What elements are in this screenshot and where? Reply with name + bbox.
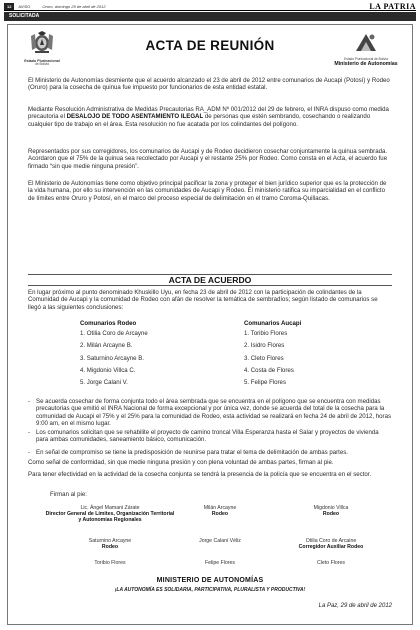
signatory-name: Lic. Ángel Mamani Zárate	[80, 505, 140, 511]
list-item: 2. Isidro Flores	[244, 342, 285, 350]
ministry-logo	[334, 32, 398, 67]
signatory-name: Migdonio Villca	[313, 505, 349, 511]
agreement-point-2	[28, 429, 392, 444]
page-title: ACTA DE REUNIÓN	[145, 38, 275, 53]
signature-block	[266, 538, 396, 550]
agreement-point-3	[28, 449, 392, 456]
agreement-point-1	[28, 398, 392, 427]
agreement-point-2-text: Los comunarios solicitan que se rehabilite el proyecto de camino troncal Villa Esperanza hasta el Salar y proyectos de vivienda para ambas comunidades, saneamiento básico, comunicación.	[36, 429, 379, 444]
left-logo-caption-2: de Bolivia	[35, 62, 49, 66]
section-banner: SOLICITADA	[4, 12, 416, 21]
edition-date: Oruro, domingo 29 de abril de 2012	[42, 3, 106, 9]
ministry-motto: ¡LA AUTONOMÍA ES SOLIDARIA, PARTICIPATIVA, PLURALISTA Y PRODUCTIVA!	[114, 587, 306, 593]
rodeo-list-header: Comunarios Rodeo	[80, 320, 137, 327]
signatory-name: Felipe Flores	[205, 560, 235, 566]
ministry-emblem-icon	[353, 32, 379, 52]
signatory-name: Cleto Flores	[317, 560, 345, 566]
newspaper-brand: LA PATRIA	[369, 1, 416, 11]
state-coat-of-arms-logo	[22, 30, 62, 67]
right-logo-caption-2: Ministerio de Autonomías	[334, 61, 398, 67]
section-subtitle: ACTA DE ACUERDO	[28, 274, 392, 286]
intro-paragraph-4: El Ministerio de Autonomías tiene como objetivo principal pacificar la zona y proteger el bien jurídico superior que es la protección de la vida humana, por ello su intervención en las comunidades de Aucapi y Rodeo. El ministerio ratifica su imparcialidad en el conflicto de límites entre Oruro y Potosí, en el marco del proceso especial de delimitación en el tramo Coroma-Quillacas.	[28, 180, 387, 202]
intro-paragraph-2-text-a: Mediante Resolución Administrativa de Medidas Precautorias RA_ADM Nº 001/2012 del 29 de febrero, el INRA dispuso como medida precautoria el	[28, 106, 389, 121]
aucapi-list-header: Comunarios Aucapi	[244, 320, 302, 327]
signatory-name: Otilia Coro de Arcaine	[305, 538, 357, 544]
page-number: 12	[4, 3, 14, 10]
list-item: 4. Costa de Flores	[244, 366, 294, 374]
intro-paragraph-3: Representados por sus corregidores, los comunarios de Aucapi y de Rodeo decidieron cosechar conjuntamente la quinua sembrada. Acordaron que el 75% de la quinua sea recolectado por Aucapi y el restante 25% por Rodeo. Como consta en el Acta, el acuerdo fue firmado “sin que medie ninguna presión”.	[28, 148, 388, 170]
list-item: 2. Milán Arcayne B.	[80, 342, 133, 350]
bullet-dash: -	[28, 449, 31, 456]
signatory-name: Saturnino Arcayne	[88, 538, 132, 544]
left-logo-caption-1: Estado Plurinacional	[24, 59, 60, 63]
signatory-role: Corregidor Auxiliar Rodeo	[298, 544, 364, 551]
bullet-dash: -	[28, 398, 31, 405]
signatory-name: Milán Arcayne	[203, 505, 237, 511]
signatory-name: Toribio Flores	[94, 560, 126, 566]
signature-block	[266, 505, 396, 517]
intro-paragraph-2-emphasis: DESALOJO DE TODO ASENTAMIENTO ILEGAL	[66, 113, 204, 121]
aucapi-list	[244, 320, 374, 391]
comunarios-lists	[80, 320, 380, 390]
list-item: 5. Jorge Calani V.	[80, 379, 128, 387]
agreement-point-1-text: Se acuerda cosechar de forma conjunta todo el área sembrada que se encuentra en el polígono que se encuentra con medidas precautorias que emitió el INRA Nacional de forma excepcional y por única vez, donde se acuerda del total de la cosecha para la comunidad de Aucapi el 75% y el 25% para la comunidad de Rodeo, esta actividad se realizará en fecha 24 de abril de 2012, horas 9:00 am, en el mismo lugar.	[36, 398, 392, 427]
acta-intro-paragraph: En lugar próximo al punto denominado Khuskillo Uyu, en fecha 23 de abril de 2012 con la participación de colindantes de la Comunidad de Aucapi y la comunidad de Rodeo con afán de resolver la temática de sembradíos; según listado de comunarios se llegó a las siguientes conclusiones:	[28, 289, 378, 311]
list-item: 1. Toribio Flores	[244, 330, 288, 337]
intro-paragraph-1: El Ministerio de Autonomías desmiente que el acuerdo alcanzado el 23 de abril de 2012 entre comunarios de Aucapi (Potosí) y Rodeo (Oruro) para la cosecha de quinua fue impuesto por funcionarios de esta entidad estatal.	[28, 77, 390, 92]
signatory-name: Jorge Calani Véliz	[199, 538, 241, 544]
conformity-paragraph: Como señal de conformidad, sin que medie ninguna presión y con plena voluntad de ambas partes, firman al pie.	[28, 459, 334, 466]
intro-paragraph-2-text-c: de personas que estén sembrando, cosechando o realizando cualquier tipo de trabajo en el área. Esta resolución no fue acatada por los colindantes del polígono.	[28, 113, 371, 128]
list-item: 3. Cleto Flores	[244, 354, 284, 362]
section-label: AVISO	[18, 3, 31, 9]
bullet-dash: -	[28, 429, 31, 436]
list-item: 5. Felipe Flores	[244, 379, 286, 387]
police-paragraph: Para tener efectividad en la actividad de la cosecha conjunta se tendrá la presencia de la policía que se encuentra en el sector.	[28, 471, 372, 478]
ministry-name: MINISTERIO DE AUTONOMÍAS	[156, 577, 264, 584]
signatory-role: Rodeo	[211, 511, 229, 518]
list-item: 3. Saturnino Arcayne B.	[80, 354, 145, 362]
signature-block	[266, 560, 396, 566]
agreement-point-3-text: En señal de compromiso se tiene la predisposición de reunirse para tratar el tema de delimitación de ambas partes.	[36, 449, 348, 456]
signatures-intro: Firman al pie:	[50, 491, 87, 498]
signatory-role: Rodeo	[322, 511, 340, 518]
list-item: 4. Migdonio Villca C.	[80, 366, 136, 374]
right-logo-caption-1: Estado Plurinacional de Bolivia	[344, 57, 388, 61]
list-item: 1. Otilia Coro de Arcayne	[80, 330, 148, 337]
coat-of-arms-icon	[29, 30, 55, 54]
rodeo-list	[80, 320, 230, 391]
newspaper-top-bar	[4, 2, 416, 11]
intro-paragraph-2	[28, 106, 392, 128]
signatory-role: Director General de Límites, Organización Territorial y Autonomías Regionales	[45, 511, 175, 524]
place-and-date: La Paz, 29 de abril de 2012	[318, 603, 392, 609]
signatory-role: Rodeo	[101, 544, 119, 551]
